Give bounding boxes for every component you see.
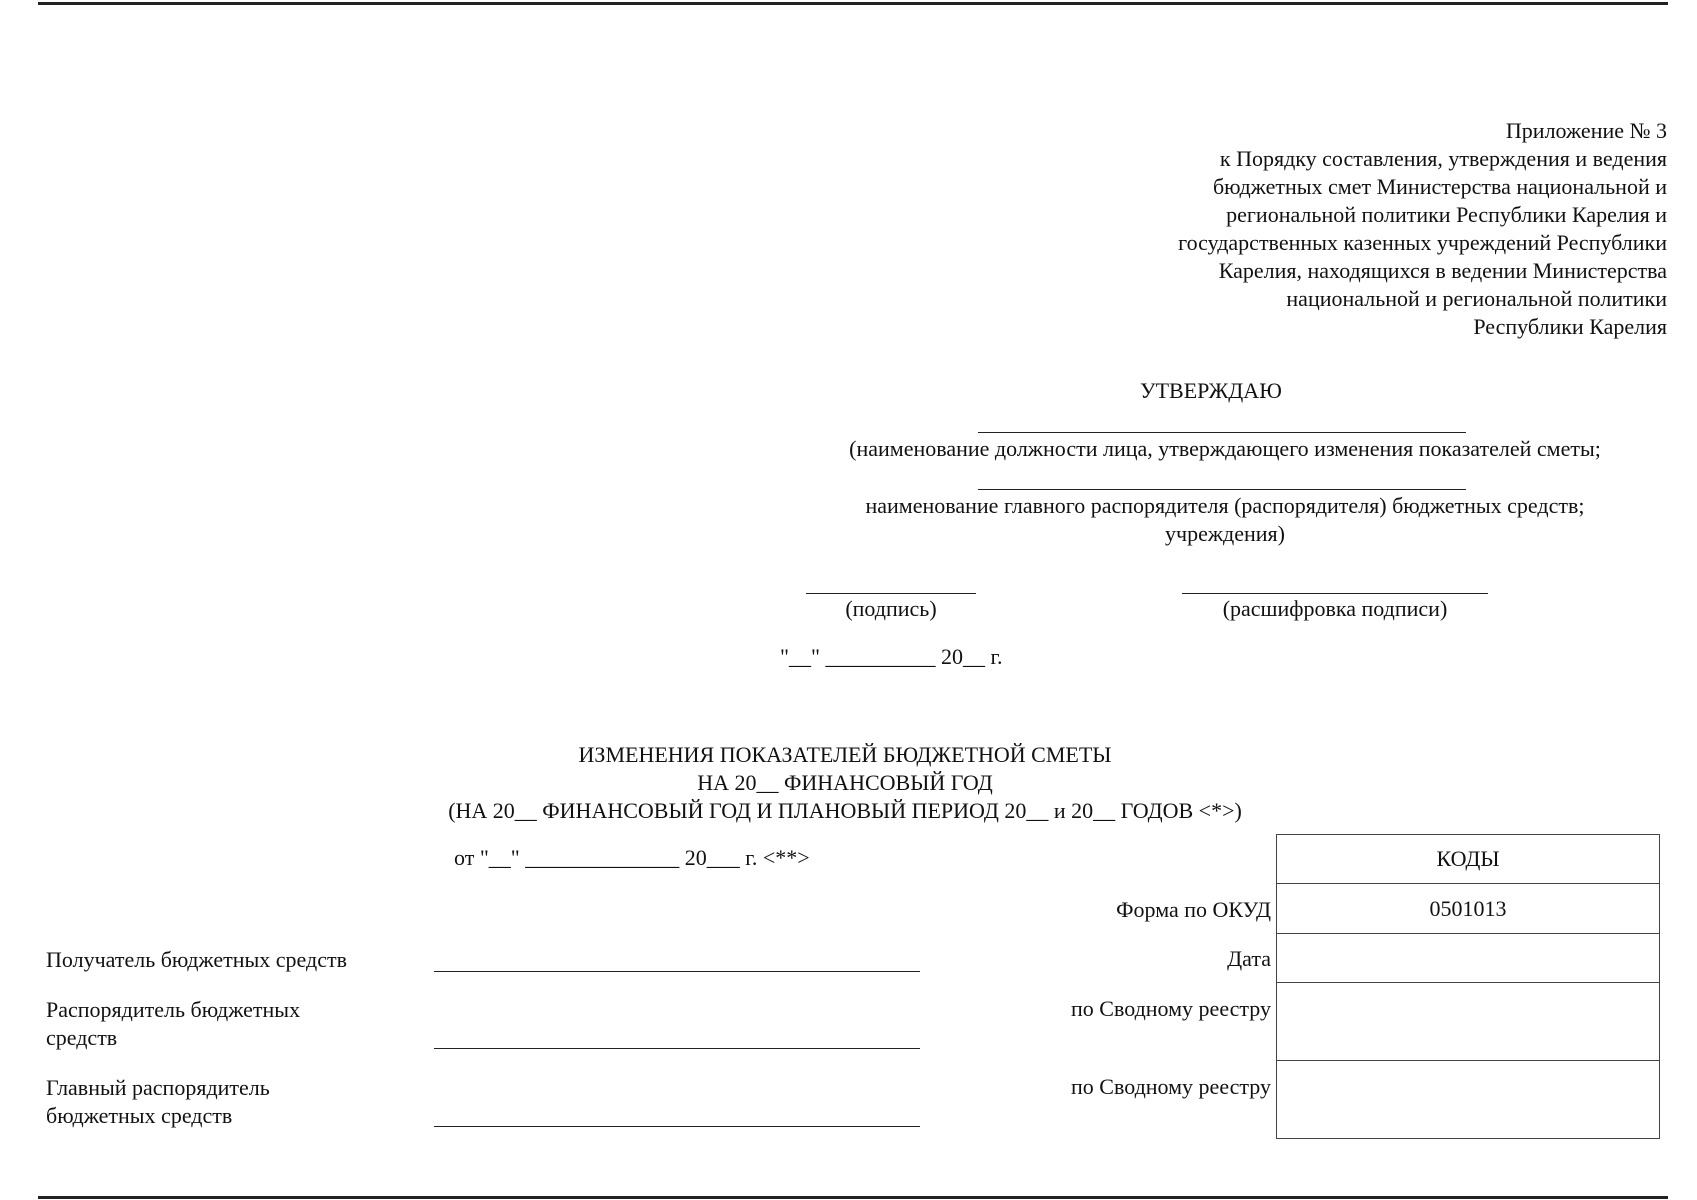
approval-heading: УТВЕРЖДАЮ bbox=[1140, 378, 1282, 403]
signature-decode-line[interactable] bbox=[1182, 593, 1488, 594]
registry-code-cell-1[interactable] bbox=[1277, 983, 1660, 1061]
signature-caption: (подпись) bbox=[845, 596, 937, 621]
date-code-cell[interactable] bbox=[1277, 934, 1660, 983]
codes-header: КОДЫ bbox=[1277, 835, 1660, 884]
position-caption: (наименование должности лица, утверждающего изменения показателей сметы; bbox=[849, 436, 1601, 461]
organization-caption: наименование главного распорядителя (распорядителя) бюджетных средств; учреждения) bbox=[865, 493, 1585, 546]
title-line-2: НА 20__ ФИНАНСОВЫЙ ГОД bbox=[697, 770, 993, 795]
okud-code: 0501013 bbox=[1277, 884, 1660, 934]
position-line[interactable] bbox=[978, 432, 1466, 433]
registry-code-cell-2[interactable] bbox=[1277, 1061, 1660, 1139]
signature-line[interactable] bbox=[806, 593, 976, 594]
registry-label-1: по Сводному реестру bbox=[1071, 996, 1271, 1021]
recipient-line[interactable] bbox=[434, 971, 920, 972]
recipient-label: Получатель бюджетных средств bbox=[46, 947, 347, 972]
manager-line[interactable] bbox=[434, 1048, 920, 1049]
date-label: Дата bbox=[1227, 946, 1271, 971]
manager-label: Распорядитель бюджетных средств bbox=[46, 997, 301, 1050]
organization-line[interactable] bbox=[978, 489, 1466, 490]
appendix-note: Приложение № 3 к Порядку составления, утверждения и ведения бюджетных смет Министерства национальной и региональной политики Республики Карелия и государственных казенных учреждений Республики Карелия, находящихся в ведении Министерства национальной и региональной политики Республики Карелия bbox=[1178, 118, 1667, 339]
approval-date-line: "__" __________ 20__ г. bbox=[780, 644, 1003, 669]
registry-label-2: по Сводному реестру bbox=[1071, 1074, 1271, 1099]
signature-decode-caption: (расшифровка подписи) bbox=[1222, 596, 1448, 621]
okud-label: Форма по ОКУД bbox=[1116, 897, 1271, 922]
document-date-line: от "__" ______________ 20___ г. <**> bbox=[454, 845, 810, 870]
chief-manager-line[interactable] bbox=[434, 1126, 920, 1127]
bottom-rule bbox=[38, 1196, 1668, 1199]
codes-table bbox=[1276, 834, 1660, 1139]
chief-manager-label: Главный распорядитель бюджетных средств bbox=[46, 1075, 270, 1128]
title-line-1: ИЗМЕНЕНИЯ ПОКАЗАТЕЛЕЙ БЮДЖЕТНОЙ СМЕТЫ bbox=[578, 742, 1112, 767]
top-rule bbox=[38, 2, 1668, 5]
title-line-3: (НА 20__ ФИНАНСОВЫЙ ГОД И ПЛАНОВЫЙ ПЕРИОД 20__ и 20__ ГОДОВ <*>) bbox=[448, 798, 1242, 823]
document-title bbox=[300, 741, 1390, 825]
